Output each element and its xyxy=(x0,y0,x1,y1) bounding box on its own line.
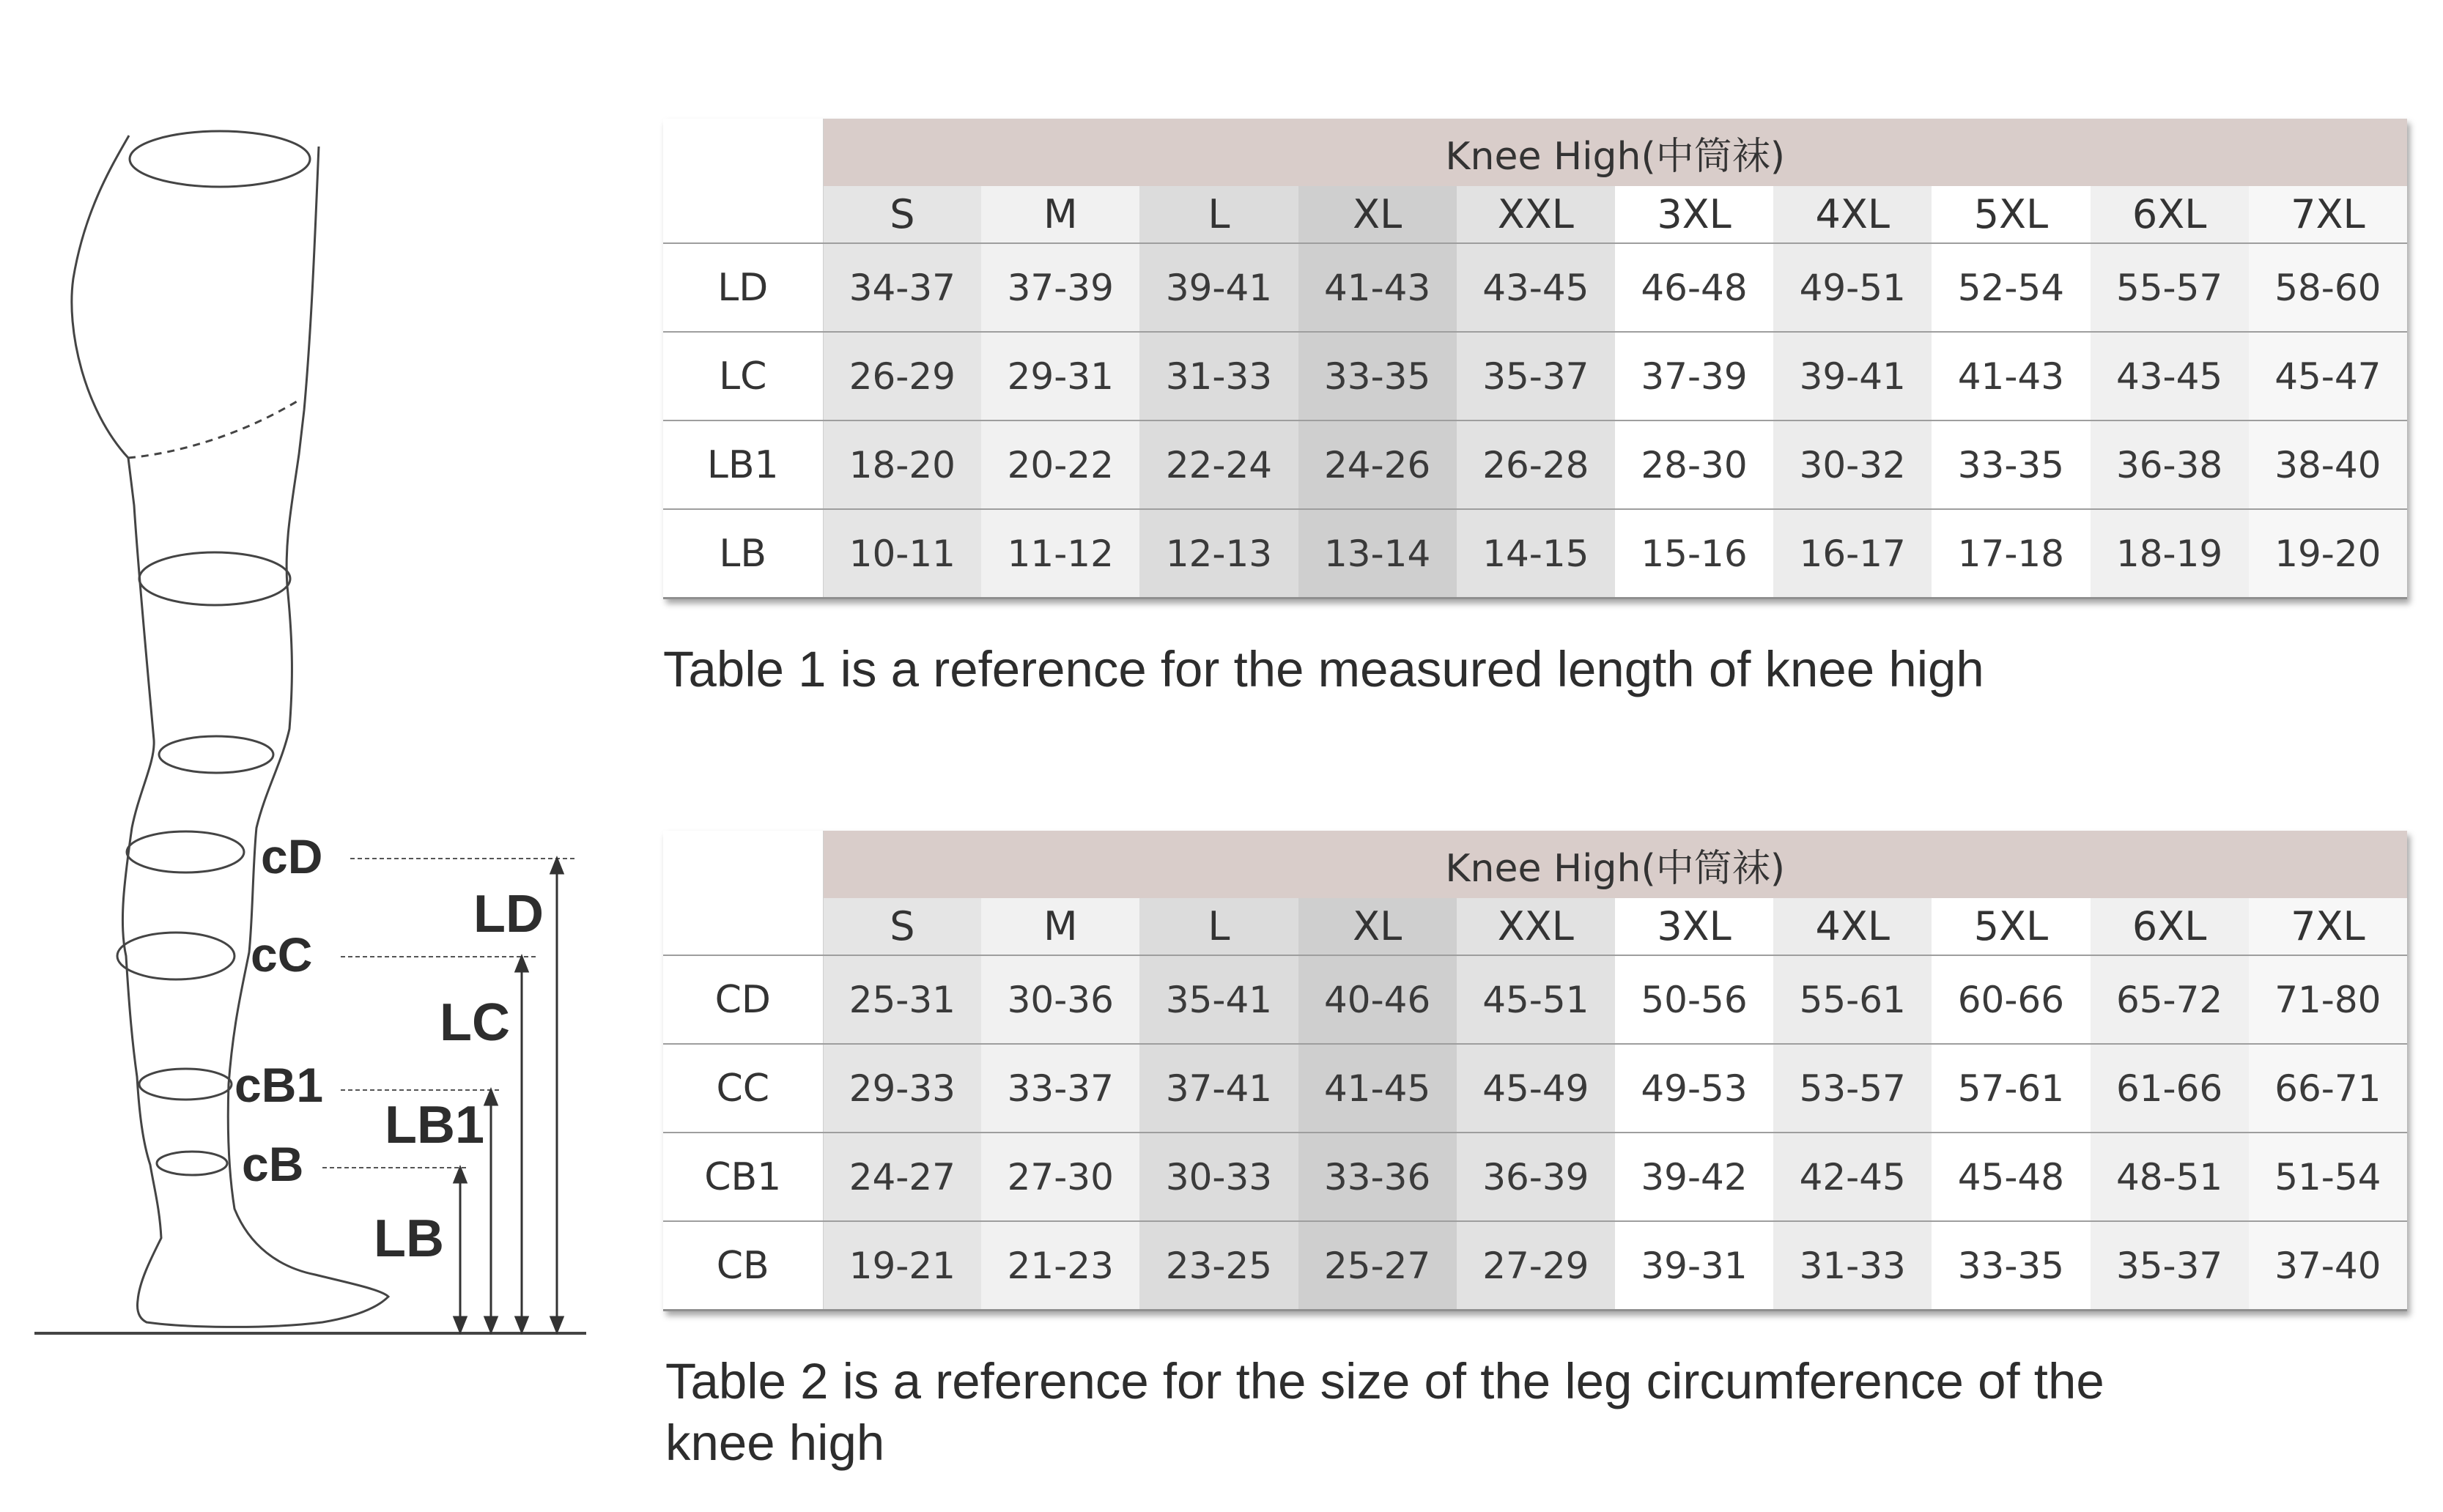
row-label: LB1 xyxy=(663,420,823,509)
table-cell: 29-31 xyxy=(981,332,1139,420)
table-cell: 35-37 xyxy=(1457,332,1615,420)
table-cell: 39-41 xyxy=(1139,243,1298,332)
table-row xyxy=(663,420,2407,509)
label-lb1: LB1 xyxy=(385,1096,485,1155)
table-cell: 50-56 xyxy=(1615,955,1773,1044)
label-cd: cD xyxy=(261,829,323,883)
table-cell: 27-30 xyxy=(981,1133,1139,1221)
table-cell: 30-36 xyxy=(981,955,1139,1044)
label-cb: cB xyxy=(242,1137,304,1191)
table-cell: 37-39 xyxy=(1615,332,1773,420)
table-row xyxy=(663,509,2407,598)
table-cell: 18-20 xyxy=(823,420,981,509)
table-cell: 19-20 xyxy=(2249,509,2407,598)
table-cell: 55-57 xyxy=(2091,243,2249,332)
size-header: L xyxy=(1139,898,1298,955)
table-row xyxy=(663,1133,2407,1221)
table-corner xyxy=(663,831,823,898)
size-header: L xyxy=(1139,186,1298,243)
size-header: 5XL xyxy=(1932,186,2090,243)
lc-arrow-head-bottom xyxy=(516,1317,528,1332)
label-lb: LB xyxy=(374,1209,444,1268)
table-cell: 24-26 xyxy=(1298,420,1457,509)
table-cell: 41-43 xyxy=(1932,332,2090,420)
size-header: 7XL xyxy=(2249,186,2407,243)
table-cell: 10-11 xyxy=(823,509,981,598)
size-header: XXL xyxy=(1457,186,1615,243)
label-cb1: cB1 xyxy=(234,1058,324,1112)
cc-ellipse xyxy=(117,933,234,979)
table-cell: 11-12 xyxy=(981,509,1139,598)
size-header: 6XL xyxy=(2091,898,2249,955)
table-title-row xyxy=(663,831,2407,898)
table-cell: 26-29 xyxy=(823,332,981,420)
table-row xyxy=(663,1221,2407,1311)
table-cell: 25-27 xyxy=(1298,1221,1457,1311)
label-ld: LD xyxy=(473,885,544,944)
table-cell: 49-53 xyxy=(1615,1044,1773,1133)
circumference-size-table xyxy=(663,831,2407,1311)
lc-arrow-head-top xyxy=(516,957,528,971)
table-corner xyxy=(663,898,823,955)
buttock-dotted-line xyxy=(128,399,300,458)
table-cell: 41-45 xyxy=(1298,1044,1457,1133)
table-cell: 39-42 xyxy=(1615,1133,1773,1221)
size-header: S xyxy=(823,186,981,243)
table-cell: 26-28 xyxy=(1457,420,1615,509)
knee-ellipse xyxy=(159,736,273,773)
table-cell: 12-13 xyxy=(1139,509,1298,598)
table-cell: 17-18 xyxy=(1932,509,2090,598)
cb1-ellipse xyxy=(139,1069,232,1100)
row-label: LD xyxy=(663,243,823,332)
table-title: Knee High(中筒袜) xyxy=(823,119,2407,186)
table-cell: 35-41 xyxy=(1139,955,1298,1044)
table-cell: 43-45 xyxy=(2091,332,2249,420)
hip-ellipse xyxy=(130,131,310,187)
table-cell: 34-37 xyxy=(823,243,981,332)
table-row xyxy=(663,1044,2407,1133)
size-header: 3XL xyxy=(1615,186,1773,243)
size-header-row xyxy=(663,898,2407,955)
table-cell: 42-45 xyxy=(1773,1133,1932,1221)
table-cell: 33-35 xyxy=(1932,420,2090,509)
table-cell: 48-51 xyxy=(2091,1133,2249,1221)
table-cell: 20-22 xyxy=(981,420,1139,509)
table-cell: 22-24 xyxy=(1139,420,1298,509)
table-cell: 40-46 xyxy=(1298,955,1457,1044)
row-label: CD xyxy=(663,955,823,1044)
row-label: LB xyxy=(663,509,823,598)
size-header: 6XL xyxy=(2091,186,2249,243)
table-cell: 39-41 xyxy=(1773,332,1932,420)
size-header: 7XL xyxy=(2249,898,2407,955)
table-cell: 24-27 xyxy=(823,1133,981,1221)
table-cell: 49-51 xyxy=(1773,243,1932,332)
size-header: S xyxy=(823,898,981,955)
table1-caption: Table 1 is a reference for the measured length of knee high xyxy=(663,641,1984,697)
table-cell: 66-71 xyxy=(2249,1044,2407,1133)
thigh-ellipse xyxy=(139,552,290,605)
size-header: 4XL xyxy=(1773,898,1932,955)
ld-arrow-head-top xyxy=(551,859,563,873)
table-cell: 37-41 xyxy=(1139,1044,1298,1133)
cb-ellipse xyxy=(157,1152,227,1175)
table-cell: 33-35 xyxy=(1298,332,1457,420)
table-cell: 52-54 xyxy=(1932,243,2090,332)
table-cell: 53-57 xyxy=(1773,1044,1932,1133)
size-header: XL xyxy=(1298,898,1457,955)
table-cell: 41-43 xyxy=(1298,243,1457,332)
table-cell: 58-60 xyxy=(2249,243,2407,332)
table-cell: 43-45 xyxy=(1457,243,1615,332)
table-cell: 65-72 xyxy=(2091,955,2249,1044)
row-label: CC xyxy=(663,1044,823,1133)
table-cell: 28-30 xyxy=(1615,420,1773,509)
table-cell: 33-36 xyxy=(1298,1133,1457,1221)
row-label: CB1 xyxy=(663,1133,823,1221)
size-header: 4XL xyxy=(1773,186,1932,243)
lb1-arrow-head-bottom xyxy=(485,1317,497,1332)
table-cell: 30-32 xyxy=(1773,420,1932,509)
table-cell: 18-19 xyxy=(2091,509,2249,598)
row-label: LC xyxy=(663,332,823,420)
lb1-arrow-head-top xyxy=(485,1090,497,1105)
table2-caption: Table 2 is a reference for the size of the leg circumference of the knee high xyxy=(665,1353,2104,1471)
lb-arrow-head-bottom xyxy=(454,1317,466,1332)
table-cell: 35-37 xyxy=(2091,1221,2249,1311)
table-cell: 27-29 xyxy=(1457,1221,1615,1311)
table-cell: 15-16 xyxy=(1615,509,1773,598)
table-title: Knee High(中筒袜) xyxy=(823,831,2407,898)
table-cell: 60-66 xyxy=(1932,955,2090,1044)
table-cell: 19-21 xyxy=(823,1221,981,1311)
table-cell: 45-51 xyxy=(1457,955,1615,1044)
size-header: 5XL xyxy=(1932,898,2090,955)
table-cell: 36-38 xyxy=(2091,420,2249,509)
table-cell: 31-33 xyxy=(1139,332,1298,420)
table-cell: 30-33 xyxy=(1139,1133,1298,1221)
table-title-row xyxy=(663,119,2407,186)
table-cell: 23-25 xyxy=(1139,1221,1298,1311)
table-cell: 13-14 xyxy=(1298,509,1457,598)
size-header: M xyxy=(981,898,1139,955)
lb-arrow-head-top xyxy=(454,1168,466,1182)
table-cell: 46-48 xyxy=(1615,243,1773,332)
table-cell: 16-17 xyxy=(1773,509,1932,598)
table-cell: 37-39 xyxy=(981,243,1139,332)
table-cell: 45-48 xyxy=(1932,1133,2090,1221)
table-cell: 25-31 xyxy=(823,955,981,1044)
table-cell: 45-47 xyxy=(2249,332,2407,420)
table-cell: 14-15 xyxy=(1457,509,1615,598)
table-cell: 33-35 xyxy=(1932,1221,2090,1311)
table-cell: 45-49 xyxy=(1457,1044,1615,1133)
cd-ellipse xyxy=(127,831,244,872)
size-header: XXL xyxy=(1457,898,1615,955)
table-cell: 36-39 xyxy=(1457,1133,1615,1221)
size-header: M xyxy=(981,186,1139,243)
table-cell: 61-66 xyxy=(2091,1044,2249,1133)
table-cell: 21-23 xyxy=(981,1221,1139,1311)
table-row xyxy=(663,243,2407,332)
table-cell: 37-40 xyxy=(2249,1221,2407,1311)
size-header: XL xyxy=(1298,186,1457,243)
table-cell: 38-40 xyxy=(2249,420,2407,509)
table-cell: 71-80 xyxy=(2249,955,2407,1044)
table-cell: 55-61 xyxy=(1773,955,1932,1044)
table-cell: 57-61 xyxy=(1932,1044,2090,1133)
table-corner xyxy=(663,119,823,186)
label-cc: cC xyxy=(251,927,313,982)
size-header: 3XL xyxy=(1615,898,1773,955)
length-size-table xyxy=(663,119,2407,599)
table-row xyxy=(663,955,2407,1044)
leg-measurement-diagram xyxy=(0,0,601,1512)
size-header-row xyxy=(663,186,2407,243)
table-cell: 33-37 xyxy=(981,1044,1139,1133)
table-cell: 51-54 xyxy=(2249,1133,2407,1221)
table-cell: 31-33 xyxy=(1773,1221,1932,1311)
leg-outline-back xyxy=(72,136,388,1327)
row-label: CB xyxy=(663,1221,823,1311)
table-row xyxy=(663,332,2407,420)
table-cell: 29-33 xyxy=(823,1044,981,1133)
ld-arrow-head-bottom xyxy=(551,1317,563,1332)
table-cell: 39-31 xyxy=(1615,1221,1773,1311)
table-corner xyxy=(663,186,823,243)
label-lc: LC xyxy=(440,993,510,1052)
